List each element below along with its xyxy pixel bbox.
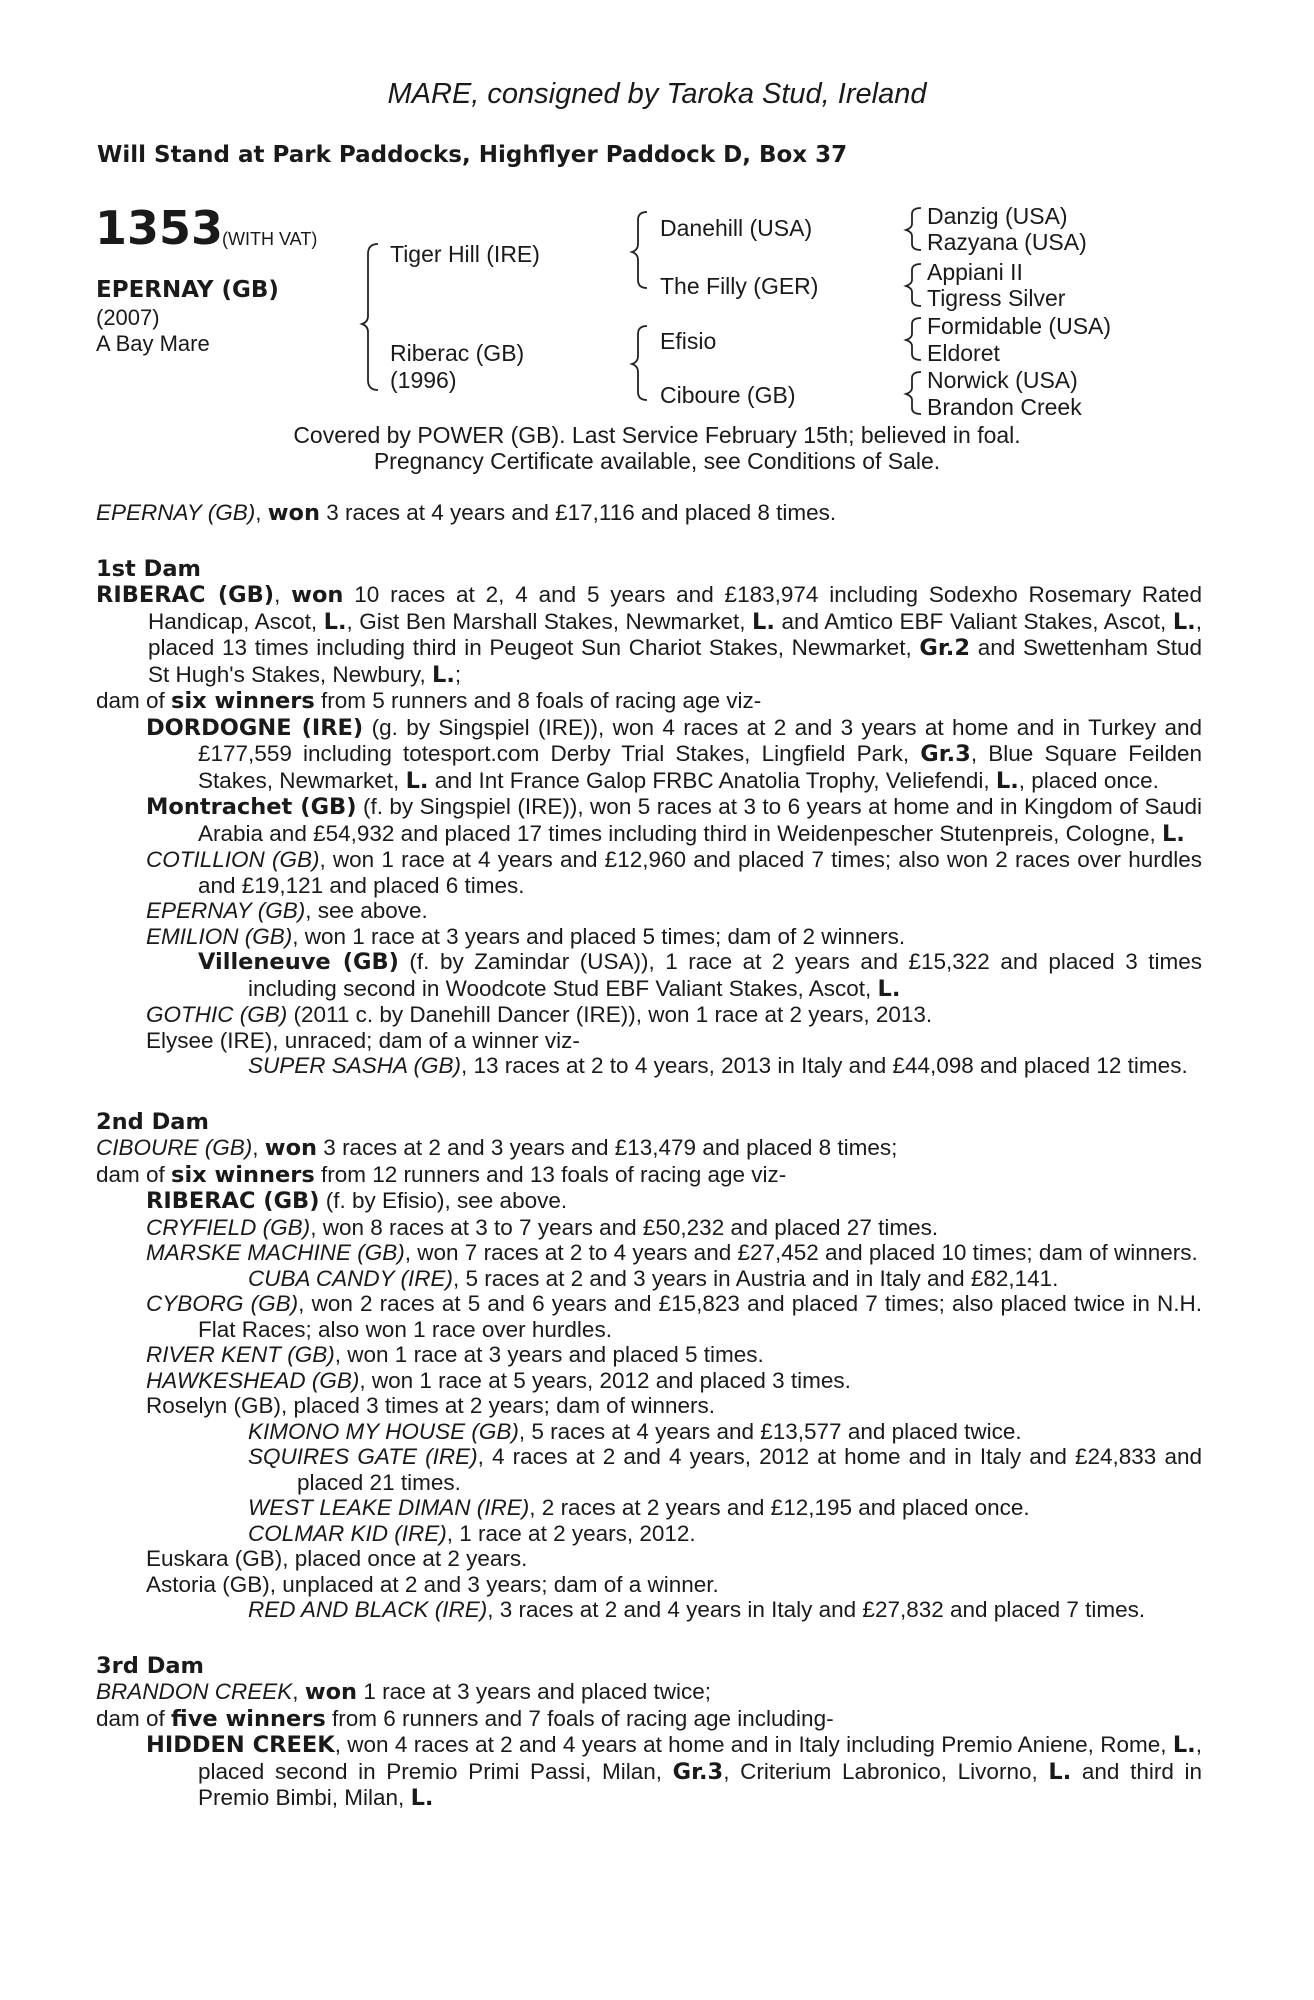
lot-number: 1353 [95, 201, 224, 255]
list-item: COLMAR KID (IRE), 1 race at 2 years, 2012. [248, 1520, 696, 1546]
list-item: Roselyn (GB), placed 3 times at 2 years; dam of winners. [146, 1393, 715, 1418]
second-dam-record: CIBOURE (GB), won 3 races at 2 and 3 years and £13,479 and placed 8 times; [96, 1135, 898, 1161]
list-item: COTILLION (GB), won 1 race at 4 years and £12,960 and placed 7 times; also won 2 races over hurdles and £19,121 and placed 6 times. [146, 847, 1202, 898]
list-item: HIDDEN CREEK, won 4 races at 2 and 4 years at home and in Italy including Premio Aniene, Rome, L., placed second in Premio Primi Passi, Milan, Gr.3, Criterium Labronico, Livorno, L. and third in Premio Bimbi, Milan, L. [146, 1732, 1202, 1811]
dam-sire-sire: Formidable (USA) [927, 313, 1112, 339]
third-dam-produce-summary: dam of five winners from 6 runners and 7 foals of racing age including- [96, 1705, 834, 1732]
brace-main [362, 244, 378, 390]
list-item: HAWKESHEAD (GB), won 1 race at 5 years, 2012 and placed 3 times. [146, 1367, 851, 1393]
sire-name: Tiger Hill (IRE) [390, 241, 540, 267]
brace-dam [632, 326, 647, 400]
brace-sire [632, 212, 647, 288]
covered-note [0, 422, 1314, 474]
horse-year: (2007) [96, 305, 160, 330]
list-item: EPERNAY (GB), see above. [146, 898, 428, 923]
page-title: MARE, consigned by Taroka Stud, Ireland [387, 78, 927, 110]
covered-line-1: Covered by POWER (GB). Last Service February 15th; believed in foal. [293, 422, 1021, 448]
dam-name: Riberac (GB) [390, 340, 525, 366]
dam-sire: Efisio [660, 328, 717, 354]
pedigree-braces [0, 0, 1314, 430]
third-dam-heading: 3rd Dam [96, 1652, 204, 1679]
intro-line: EPERNAY (GB), won 3 races at 4 years and £17,116 and placed 8 times. [96, 500, 837, 526]
sire-sire-sire: Danzig (USA) [927, 203, 1068, 229]
dam-dam-sire: Norwick (USA) [927, 367, 1078, 393]
second-dam-heading: 2nd Dam [96, 1108, 209, 1135]
dam-sire-dam: Eldoret [927, 340, 1000, 366]
first-dam-record: RIBERAC (GB), won 10 races at 2, 4 and 5 years and £183,974 including Sodexho Rosemary Rated Handicap, Ascot, L., Gist Ben Marshall Stakes, Newmarket, L. and Amtico EBF Valiant Stakes, Ascot, L., placed 13 times including third in Peugeot Sun Chariot Stakes, Newmarket, Gr.2 and Swettenham Stud St Hugh's Stakes, Newbury, L.; [96, 582, 1202, 688]
sire-sire: Danehill (USA) [660, 215, 813, 241]
sire-dam-dam: Tigress Silver [927, 285, 1066, 311]
sire-dam-sire: Appiani II [927, 259, 1023, 285]
brace-ds [906, 318, 921, 360]
dam-year: (1996) [390, 367, 457, 393]
stand-location: Will Stand at Park Paddocks, Highflyer Paddock D, Box 37 [97, 142, 848, 168]
sire-sire-dam: Razyana (USA) [927, 229, 1087, 255]
dam-dam-dam: Brandon Creek [927, 394, 1082, 420]
list-item: CRYFIELD (GB), won 8 races at 3 to 7 years and £50,232 and placed 27 times. [146, 1214, 939, 1240]
third-dam-record: BRANDON CREEK, won 1 race at 3 years and placed twice; [96, 1679, 712, 1705]
list-item: Elysee (IRE), unraced; dam of a winner viz- [146, 1027, 580, 1053]
vat-note: (WITH VAT) [222, 229, 318, 249]
second-dam-produce-summary: dam of six winners from 12 runners and 13 foals of racing age viz- [96, 1161, 787, 1188]
horse-description: A Bay Mare [96, 331, 210, 356]
list-item: CYBORG (GB), won 2 races at 5 and 6 years and £15,823 and placed 7 times; also placed twice in N.H. Flat Races; also won 1 race over hurdles. [146, 1291, 1202, 1342]
list-item: KIMONO MY HOUSE (GB), 5 races at 4 years and £13,577 and placed twice. [248, 1418, 1022, 1444]
brace-sd [906, 264, 921, 306]
brace-ss [906, 208, 921, 250]
dam-dam: Ciboure (GB) [660, 382, 796, 408]
list-item: Astoria (GB), unplaced at 2 and 3 years; dam of a winner. [146, 1571, 719, 1597]
brace-dd [906, 372, 921, 414]
covered-line-2: Pregnancy Certificate available, see Conditions of Sale. [373, 448, 941, 474]
list-item: SQUIRES GATE (IRE), 4 races at 2 and 4 years, 2012 at home and in Italy and £24,833 and placed 21 times. [248, 1444, 1202, 1495]
catalogue-body [96, 500, 1202, 1812]
first-dam-produce-summary: dam of six winners from 5 runners and 8 foals of racing age viz- [96, 688, 762, 714]
horse-name: EPERNAY (GB) [96, 277, 279, 303]
list-item: Villeneuve (GB) (f. by Zamindar (USA)), 1 race at 2 years and £15,322 and placed 3 times including second in Woodcote Stud EBF Valiant Stakes, Ascot, L. [198, 949, 1202, 1002]
list-item: CUBA CANDY (IRE), 5 races at 2 and 3 years in Austria and in Italy and £82,141. [248, 1265, 1059, 1291]
first-dam-heading: 1st Dam [96, 555, 201, 582]
list-item: RED AND BLACK (IRE), 3 races at 2 and 4 years in Italy and £27,832 and placed 7 times. [248, 1597, 1146, 1622]
sire-dam: The Filly (GER) [660, 273, 819, 299]
list-item: GOTHIC (GB) (2011 c. by Danehill Dancer (IRE)), won 1 race at 2 years, 2013. [146, 1002, 933, 1027]
list-item: Euskara (GB), placed once at 2 years. [146, 1546, 528, 1571]
list-item: RIVER KENT (GB), won 1 race at 3 years and placed 5 times. [146, 1342, 764, 1367]
list-item: WEST LEAKE DIMAN (IRE), 2 races at 2 years and £12,195 and placed once. [248, 1495, 1030, 1520]
list-item: DORDOGNE (IRE) (g. by Singspiel (IRE)), won 4 races at 2 and 3 years at home and in Turkey and £177,559 including totesport.com Derby Trial Stakes, Lingfield Park, Gr.3, Blue Square Feilden Stakes, Newmarket, L. and Int France Galop FRBC Anatolia Trophy, Veliefendi, L., placed once. [146, 714, 1202, 794]
list-item: Montrachet (GB) (f. by Singspiel (IRE)), won 5 races at 3 to 6 years at home and in Kingdom of Saudi Arabia and £54,932 and placed 17 times including third in Weidenpescher Stutenpreis, Cologne, L. [146, 794, 1202, 847]
list-item: RIBERAC (GB) (f. by Efisio), see above. [146, 1188, 568, 1214]
list-item: SUPER SASHA (GB), 13 races at 2 to 4 years, 2013 in Italy and £44,098 and placed 12 times. [248, 1053, 1188, 1078]
list-item: EMILION (GB), won 1 race at 3 years and placed 5 times; dam of 2 winners. [146, 923, 906, 949]
list-item: MARSKE MACHINE (GB), won 7 races at 2 to 4 years and £27,452 and placed 10 times; dam of winners. [146, 1240, 1198, 1265]
